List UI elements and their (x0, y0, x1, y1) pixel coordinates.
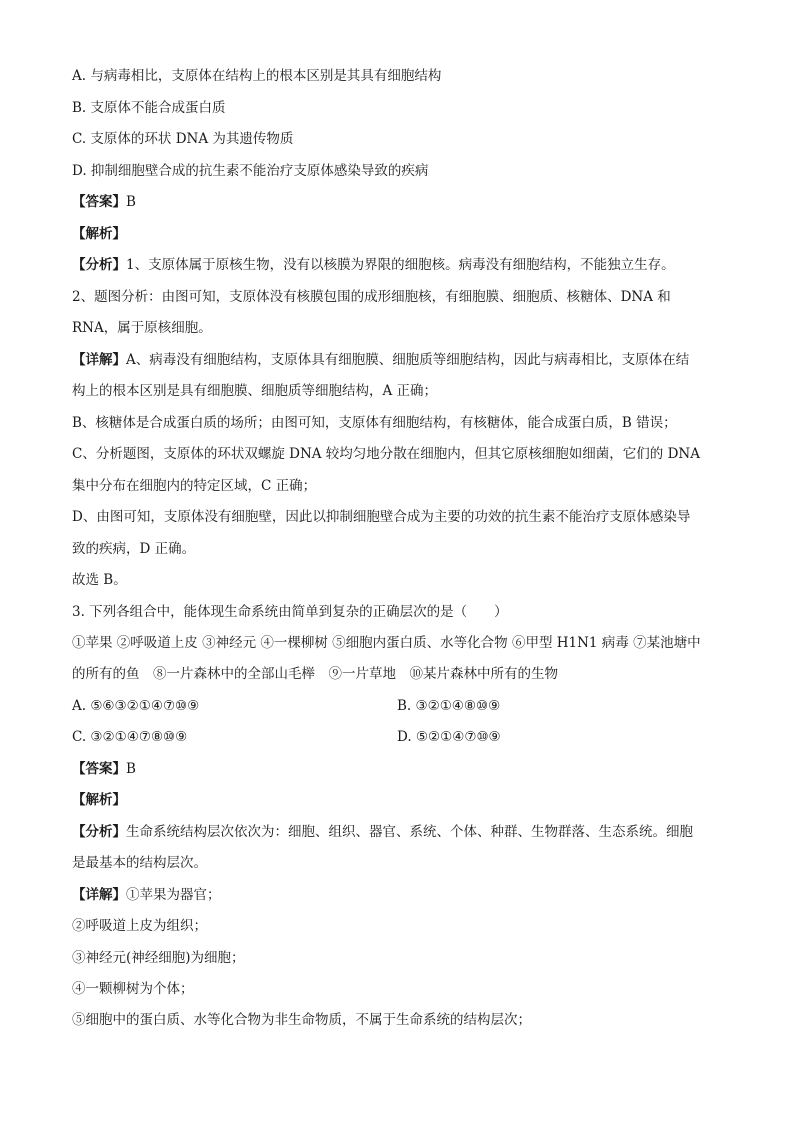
answer-tag: 【答案】 (72, 194, 126, 210)
q3-xiangjie-1 (72, 885, 221, 905)
xiangjie-text: ①苹果为器官； (126, 887, 221, 903)
q2-option-d: D. 抑制细胞壁合成的抗生素不能治疗支原体感染导致的疾病 (72, 163, 429, 179)
q2-fenxi-1 (72, 255, 675, 275)
q2-option-c: C. 支原体的环状 DNA 为其遗传物质 (72, 131, 294, 147)
q3-option-c: C. ③②①④⑦⑧⑩⑨ (72, 729, 188, 745)
answer-tag: 【答案】 (72, 761, 126, 777)
q2-option-a: A. 与病毒相比，支原体在结构上的根本区别是其具有细胞结构 (72, 68, 442, 84)
answer-value: B (126, 194, 136, 210)
q3-analysis-tag: 【解析】 (72, 792, 126, 808)
q2-conclusion: 故选 B。 (72, 572, 127, 588)
fenxi-text: 1、支原体属于原核生物，没有以核膜为界限的细胞核。病毒没有细胞结构，不能独立生存。 (126, 257, 675, 273)
q2-answer (72, 192, 136, 212)
q3-option-b: B. ③②①④⑧⑩⑨ (397, 698, 501, 714)
q3-xiangjie-3: ③神经元(神经细胞)为细胞； (72, 950, 245, 966)
q2-fenxi-2b: RNA，属于原核细胞。 (72, 320, 212, 336)
q2-xiangjie-a1 (72, 350, 689, 370)
q3-items-1: ①苹果 ②呼吸道上皮 ③神经元 ④一棵柳树 ⑤细胞内蛋白质、水等化合物 ⑥甲型 H1N1 病毒 ⑦某池塘中 (72, 635, 701, 651)
xiangjie-text: A、病毒没有细胞结构，支原体具有细胞膜、细胞质等细胞结构，因此与病毒相比，支原体在结 (126, 352, 690, 368)
q3-items-2: 的所有的鱼 ⑧一片森林中的全部山毛榉 ⑨一片草地 ⑩某片森林中所有的生物 (72, 666, 558, 682)
q2-xiangjie-b: B、核糖体是合成蛋白质的场所；由图可知，支原体有细胞结构，有核糖体，能合成蛋白质，B 错误； (72, 415, 677, 431)
xiangjie-tag: 【详解】 (72, 887, 126, 903)
q2-fenxi-2a: 2、题图分析：由图可知，支原体没有核膜包围的成形细胞核，有细胞膜、细胞质、核糖体、DNA 和 (72, 289, 671, 305)
fenxi-tag: 【分析】 (72, 824, 126, 840)
fenxi-text: 生命系统结构层次依次为：细胞、组织、器官、系统、个体、种群、生物群落、生态系统。细胞 (126, 824, 693, 840)
q3-stem: 3. 下列各组合中，能体现生命系统由简单到复杂的正确层次的是（ ） (72, 604, 508, 620)
q2-xiangjie-d1: D、由图可知，支原体没有细胞壁，因此以抑制细胞壁合成为主要的功效的抗生素不能治疗支原体感染导 (72, 509, 691, 525)
answer-value: B (126, 761, 136, 777)
q2-option-b: B. 支原体不能合成蛋白质 (72, 100, 226, 116)
fenxi-tag: 【分析】 (72, 257, 126, 273)
q2-xiangjie-d2: 致的疾病，D 正确。 (72, 541, 196, 557)
q2-xiangjie-c2: 集中分布在细胞内的特定区域，C 正确； (72, 478, 317, 494)
q2-xiangjie-c1: C、分析题图，支原体的环状双螺旋 DNA 较均匀地分散在细胞内，但其它原核细胞如细菌，它们的 DNA (72, 446, 700, 462)
q3-option-a: A. ⑤⑥③②①④⑦⑩⑨ (72, 698, 200, 714)
q3-fenxi-2: 是最基本的结构层次。 (72, 855, 207, 871)
q3-answer (72, 759, 136, 779)
xiangjie-tag: 【详解】 (72, 352, 126, 368)
q2-xiangjie-a2: 构上的根本区别是具有细胞膜、细胞质等细胞结构，A 正确； (72, 383, 438, 399)
q3-option-d: D. ⑤②①④⑦⑩⑨ (397, 729, 501, 745)
q3-fenxi-1 (72, 822, 693, 842)
q3-xiangjie-2: ②呼吸道上皮为组织； (72, 918, 207, 934)
q3-xiangjie-4: ④一颗柳树为个体； (72, 981, 194, 997)
q3-xiangjie-5: ⑤细胞中的蛋白质、水等化合物为非生命物质，不属于生命系统的结构层次； (72, 1012, 531, 1028)
q2-analysis-tag: 【解析】 (72, 226, 126, 242)
